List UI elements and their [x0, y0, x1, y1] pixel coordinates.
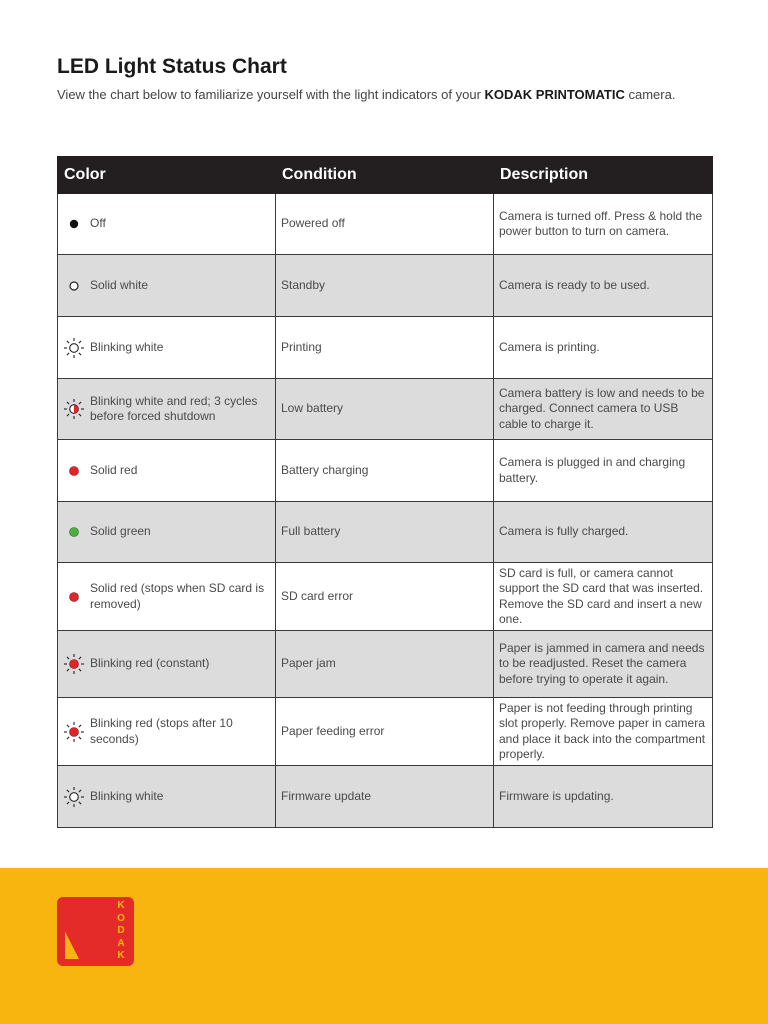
blink-red-icon: [63, 721, 85, 743]
subtitle-text: View the chart below to familiarize yourself with the light indicators of your: [57, 87, 485, 102]
color-cell: [58, 194, 276, 255]
color-label: Blinking white: [90, 788, 164, 803]
blink-white-icon: [63, 786, 85, 808]
table-row: [58, 766, 713, 828]
color-cell: [58, 502, 276, 563]
logo-letter: D: [117, 925, 125, 937]
condition-cell: Powered off: [276, 194, 494, 255]
table-row: [58, 631, 713, 698]
table-row: [58, 563, 713, 631]
page-subtitle: [57, 87, 675, 102]
color-cell: [58, 563, 276, 631]
table-header-row: [58, 157, 713, 194]
condition-cell: Low battery: [276, 379, 494, 440]
description-cell: Camera battery is low and needs to be charged. Connect camera to USB cable to charge it.: [494, 379, 713, 440]
page-title: LED Light Status Chart: [57, 55, 287, 78]
logo-letter: K: [117, 900, 125, 911]
color-cell: [58, 631, 276, 698]
description-cell: Camera is fully charged.: [494, 502, 713, 563]
logo-letter: K: [117, 950, 125, 962]
description-cell: Camera is ready to be used.: [494, 255, 713, 317]
table-row: [58, 502, 713, 563]
table-row: [58, 255, 713, 317]
description-cell: Paper is jammed in camera and needs to be readjusted. Reset the camera before trying to operate it again.: [494, 631, 713, 698]
table-row: [58, 440, 713, 502]
color-label: Solid red: [90, 462, 138, 477]
kodak-logo-letters: [113, 900, 129, 963]
description-cell: Camera is turned off. Press & hold the power button to turn on camera.: [494, 194, 713, 255]
condition-cell: Paper jam: [276, 631, 494, 698]
column-header-color: Color: [58, 157, 276, 194]
subtitle-suffix: camera.: [624, 87, 676, 102]
color-label: Blinking red (stops after 10 seconds): [90, 716, 233, 746]
dot-red-icon: [63, 586, 85, 608]
condition-cell: SD card error: [276, 563, 494, 631]
column-header-condition: Condition: [276, 157, 494, 194]
blink-red-icon: [63, 653, 85, 675]
led-status-table: [57, 156, 713, 828]
table-row: [58, 317, 713, 379]
color-label: Solid green: [90, 524, 151, 539]
color-cell: [58, 379, 276, 440]
blink-white-red-icon: [63, 398, 85, 420]
logo-letter: O: [117, 912, 125, 924]
subtitle-brand: KODAK PRINTOMATIC: [484, 87, 625, 102]
color-cell: [58, 317, 276, 379]
color-label: Off: [90, 216, 106, 231]
logo-letter: A: [117, 937, 125, 949]
dot-black-icon: [63, 213, 85, 235]
table-row: [58, 698, 713, 766]
condition-cell: Standby: [276, 255, 494, 317]
description-cell: Firmware is updating.: [494, 766, 713, 828]
color-cell: [58, 440, 276, 502]
table-row: [58, 379, 713, 440]
color-cell: [58, 766, 276, 828]
dot-red-icon: [63, 460, 85, 482]
column-header-description: Description: [494, 157, 713, 194]
color-cell: [58, 255, 276, 317]
condition-cell: Printing: [276, 317, 494, 379]
color-cell: [58, 698, 276, 766]
table-row: [58, 194, 713, 255]
color-label: Solid red (stops when SD card is removed): [90, 581, 265, 611]
color-label: Blinking white: [90, 339, 164, 354]
description-cell: Camera is printing.: [494, 317, 713, 379]
color-label: Blinking white and red; 3 cycles before forced shutdown: [90, 393, 258, 423]
condition-cell: Battery charging: [276, 440, 494, 502]
dot-green-icon: [63, 521, 85, 543]
description-cell: Paper is not feeding through printing slot properly. Remove paper in camera and place it back into the compartment properly.: [494, 698, 713, 766]
condition-cell: Full battery: [276, 502, 494, 563]
condition-cell: Firmware update: [276, 766, 494, 828]
condition-cell: Paper feeding error: [276, 698, 494, 766]
color-label: Solid white: [90, 277, 149, 292]
color-label: Blinking red (constant): [90, 656, 210, 671]
description-cell: SD card is full, or camera cannot support the SD card that was inserted. Remove the SD card and insert a new one.: [494, 563, 713, 631]
description-cell: Camera is plugged in and charging battery.: [494, 440, 713, 502]
dot-white-icon: [63, 275, 85, 297]
blink-white-icon: [63, 337, 85, 359]
